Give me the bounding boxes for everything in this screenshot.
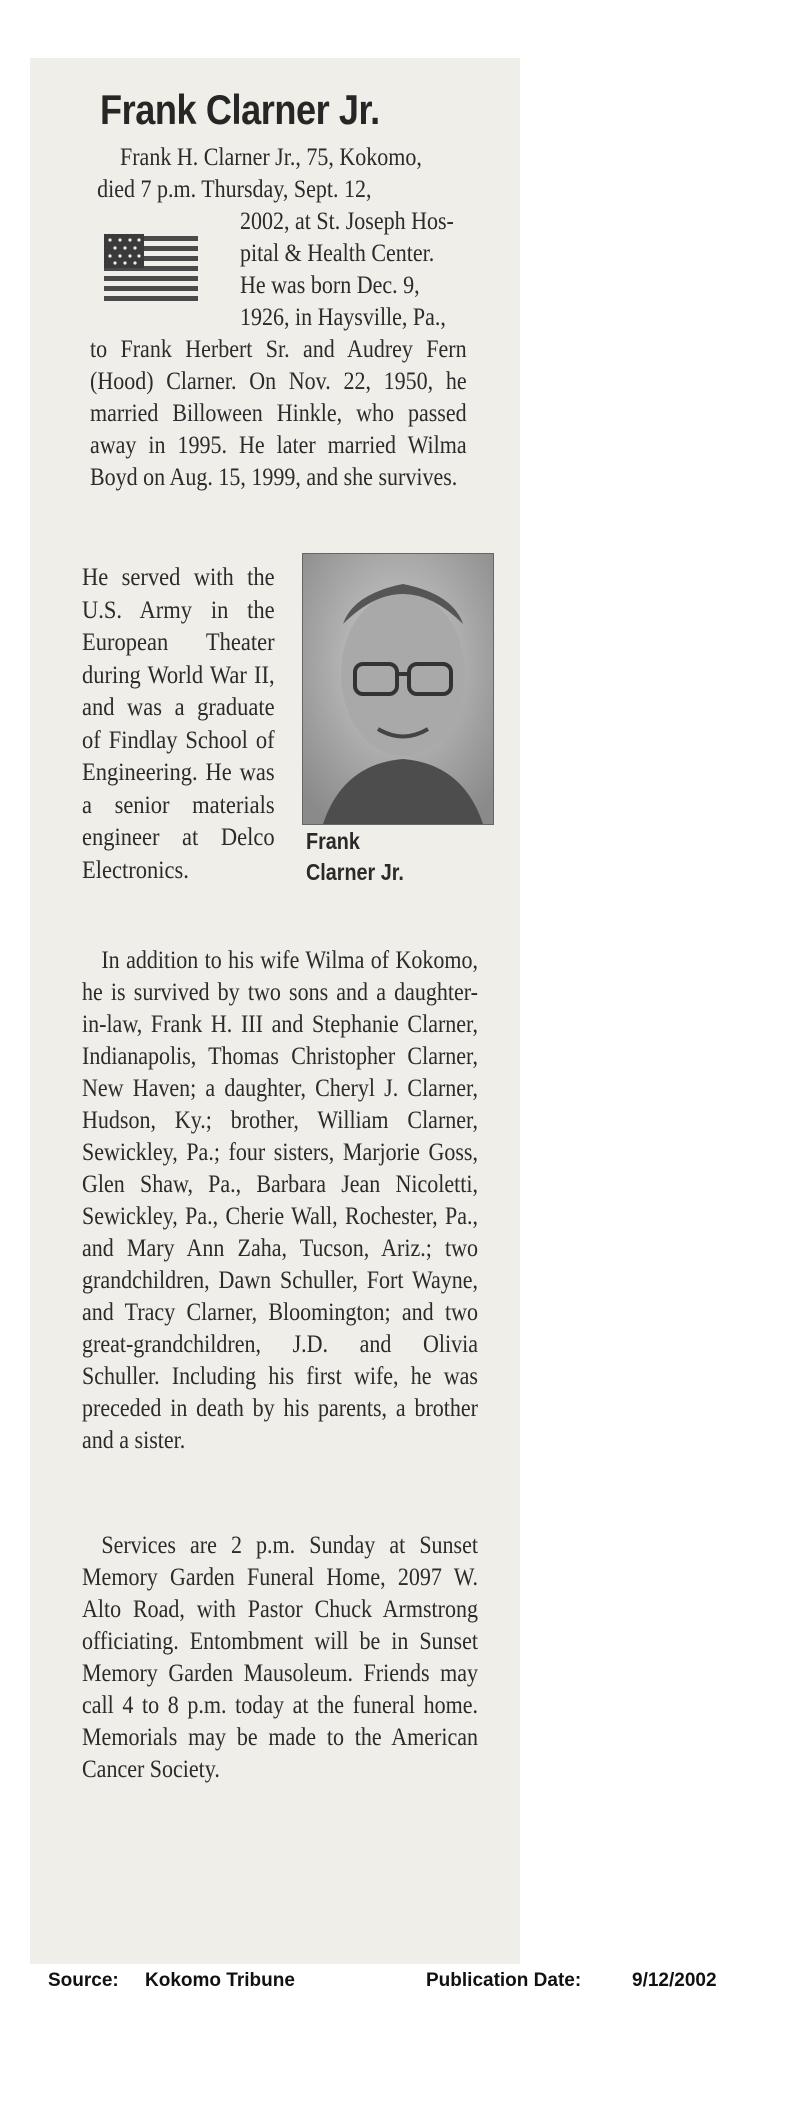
paragraph-3-text: In addition to his wife Wilma of Kokomo, he is survived by two sons and a daughter-in-law, Frank H. III and Stephanie Clarner, Indianapolis, Thomas Christopher Clarner, New Haven; a daughter, Cheryl J. Clarner, Hudson, Ky.; brother, William Clarner, Sewickley, Pa.; four sisters, Marjorie Goss, Glen Shaw, Pa., Barbara Jean Nicoletti, Sewickley, Pa., Cherie Wall, Rochester, Pa., and Mary Ann Zaha, Tucson, Ariz.; two grandchildren, Dawn Schuller, Fort Wayne, and Tracy Clarner, Bloomington; and two great-grandchildren, J.D. and Olivia Schuller. Including his first wife, he was preceded in death by his parents, a brother and a sister. [82,947,479,1454]
source-value: Kokomo Tribune [145,1970,295,1991]
flag-line-3: He was born Dec. 9, [240,272,420,299]
intro-line-1: Frank H. Clarner Jr., 75, Kokomo, [120,144,422,171]
paragraph-4 [82,1530,478,1786]
obituary-headline: Frank Clarner Jr. [100,86,380,133]
intro-lines [97,142,468,206]
portrait-image [303,554,493,824]
paragraph-3 [82,945,478,1457]
publication-date-label: Publication Date: [426,1970,582,1991]
paragraph-2 [82,562,275,887]
flag-line-2: pital & Health Center. [240,240,435,267]
paragraph-1-rest [90,334,467,494]
paragraph-4-text: Services are 2 p.m. Sunday at Sunset Memory Garden Funeral Home, 2097 W. Alto Road, with Pastor Chuck Armstrong officiating. Entombment will be in Sunset Memory Garden Mausoleum. Friends may call 4 to 8 p.m. today at the funeral home. Memorials may be made to the American Cancer Society. [82,1532,479,1783]
portrait-photo [302,553,494,825]
intro-line-2: died 7 p.m. Thursday, Sept. 12, [97,176,372,203]
american-flag-icon [104,234,198,304]
caption-line-2: Clarner Jr. [306,859,404,885]
flag-wrap-text [240,206,486,334]
paragraph-1-text: to Frank Herbert Sr. and Audrey Fern (Hood) Clarner. On Nov. 22, 1950, he married Billoween Hinkle, who passed away in 1995. He later married Wilma Boyd on Aug. 15, 1999, and she survives. [90,336,467,491]
publication-date-value: 9/12/2002 [632,1970,717,1991]
paragraph-2-text: He served with the U.S. Army in the European Theater during World War II, and was a graduate of Findlay School of Engineering. He was a senior materials engineer at Delco Electronics. [82,564,275,884]
flag-line-1: 2002, at St. Joseph Hos- [240,208,454,235]
photo-caption [306,826,469,888]
source-label: Source: [48,1970,119,1991]
flag-line-4: 1926, in Haysville, Pa., [240,304,446,331]
caption-line-1: Frank [306,828,360,854]
